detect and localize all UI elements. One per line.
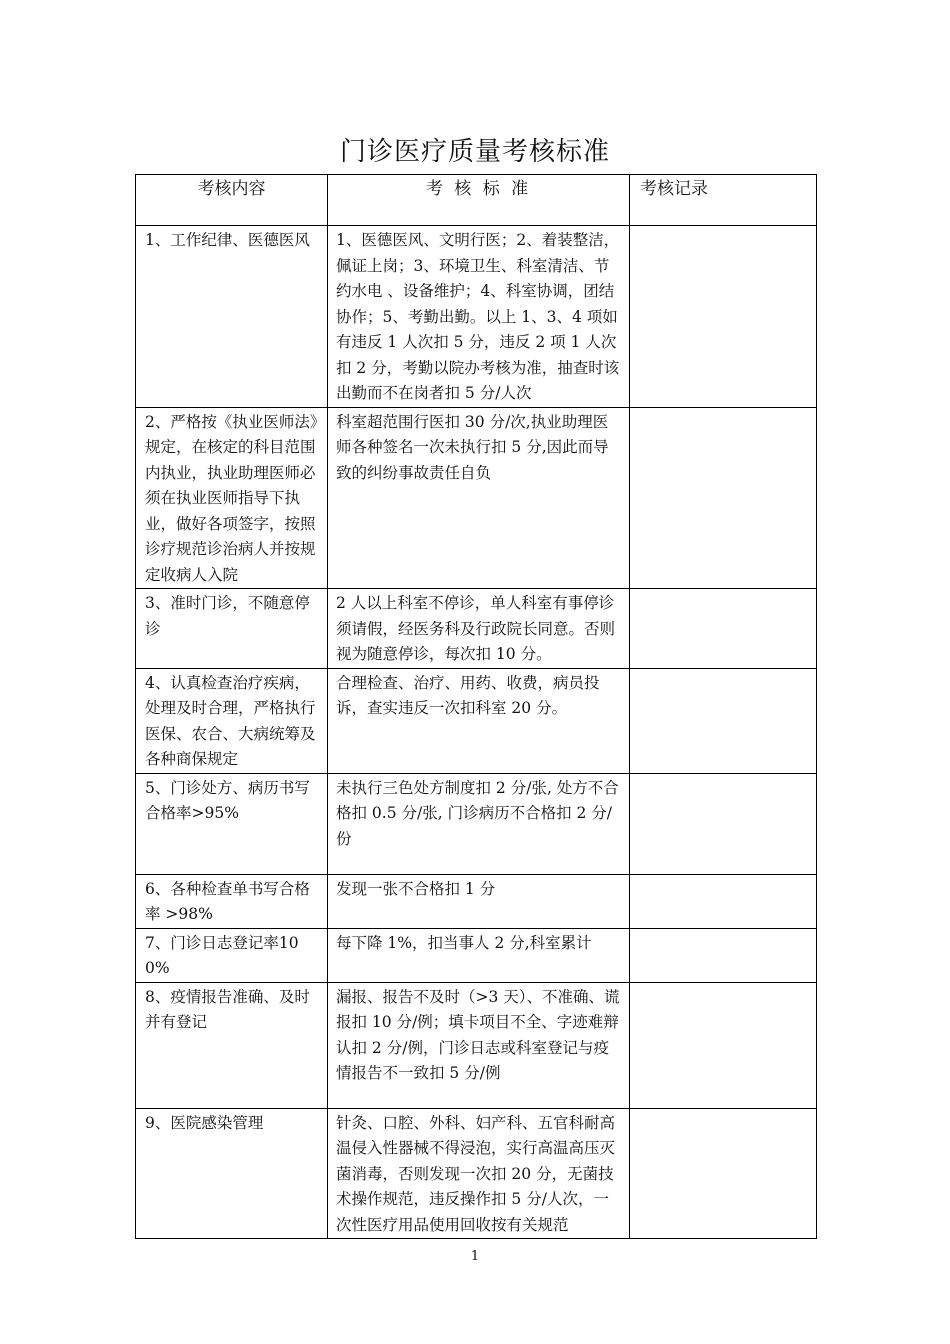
row-record <box>630 874 817 928</box>
table-row <box>136 407 817 589</box>
row-record <box>630 407 817 589</box>
table-row <box>136 982 817 1108</box>
row-standard: 科室超范围行医扣 30 分/次,执业助理医师各种签名一次未执行扣 5 分,因此而导致的纠纷事故责任自负 <box>328 407 630 589</box>
row-standard: 合理检查、治疗、用药、收费，病员投诉，查实违反一次扣科室 20 分。 <box>328 668 630 773</box>
row-content: 7、门诊日志登记率100% <box>136 928 328 982</box>
page-number: 1 <box>470 1249 480 1264</box>
row-standard: 发现一张不合格扣 1 分 <box>328 874 630 928</box>
row-record <box>630 668 817 773</box>
header-content: 考核内容 <box>136 175 328 226</box>
row-record <box>630 928 817 982</box>
table-row <box>136 773 817 874</box>
header-record: 考核记录 <box>630 175 817 226</box>
table-row <box>136 874 817 928</box>
row-standard: 2 人以上科室不停诊，单人科室有事停诊须请假，经医务科及行政院长同意。否则视为随意停诊，每次扣 10 分。 <box>328 589 630 669</box>
assessment-table <box>135 174 817 1239</box>
row-record <box>630 1108 817 1239</box>
row-content: 5、门诊处方、病历书写合格率>95% <box>136 773 328 874</box>
row-standard: 1、医德医风、文明行医；2、着装整洁，佩证上岗；3、环境卫生、科室清洁、节约水电 、设备维护；4、科室协调，团结协作；5、考勤出勤。以上 1、3、4 项如有违反 1 人次扣 5 分，违反 2 项 1 人次扣 2 分，考勤以院办考核为准，抽查时该出勤而不在岗者扣 5 分/人次 <box>328 226 630 408</box>
row-content: 3、准时门诊，不随意停诊 <box>136 589 328 669</box>
row-content: 1、工作纪律、医德医风 <box>136 226 328 408</box>
row-content: 2、严格按《执业医师法》规定，在核定的科目范围内执业，执业助理医师必须在执业医师指导下执业，做好各项签字，按照诊疗规范诊治病人并按规定收病人入院 <box>136 407 328 589</box>
row-standard: 漏报、报告不及时（>3 天）、不准确、谎报扣 10 分/例；填卡项目不全、字迹难辩认扣 2 分/例，门诊日志或科室登记与疫情报告不一致扣 5 分/例 <box>328 982 630 1108</box>
row-standard: 每下降 1%，扣当事人 2 分,科室累计 <box>328 928 630 982</box>
header-standard: 考 核 标 准 <box>328 175 630 226</box>
row-record <box>630 982 817 1108</box>
row-record <box>630 773 817 874</box>
table-row <box>136 928 817 982</box>
page-title: 门诊医疗质量考核标准 <box>339 137 610 167</box>
row-record <box>630 589 817 669</box>
row-standard: 未执行三色处方制度扣 2 分/张, 处方不合格扣 0.5 分/张, 门诊病历不合格扣 2 分/份 <box>328 773 630 874</box>
table-row <box>136 668 817 773</box>
table-row <box>136 226 817 408</box>
row-content: 4、认真检查治疗疾病，处理及时合理，严格执行医保、农合、大病统筹及各种商保规定 <box>136 668 328 773</box>
table-row <box>136 1108 817 1239</box>
row-content: 8、疫情报告准确、及时并有登记 <box>136 982 328 1108</box>
row-standard: 针灸、口腔、外科、妇产科、五官科耐高温侵入性器械不得浸泡，实行高温高压灭菌消毒，否则发现一次扣 20 分，无菌技术操作规范，违反操作扣 5 分/人次，一次性医疗用品使用回收按有关规范 <box>328 1108 630 1239</box>
row-content: 9、医院感染管理 <box>136 1108 328 1239</box>
row-content: 6、各种检查单书写合格率 >98% <box>136 874 328 928</box>
table-header-row <box>136 175 817 226</box>
row-record <box>630 226 817 408</box>
table-row <box>136 589 817 669</box>
